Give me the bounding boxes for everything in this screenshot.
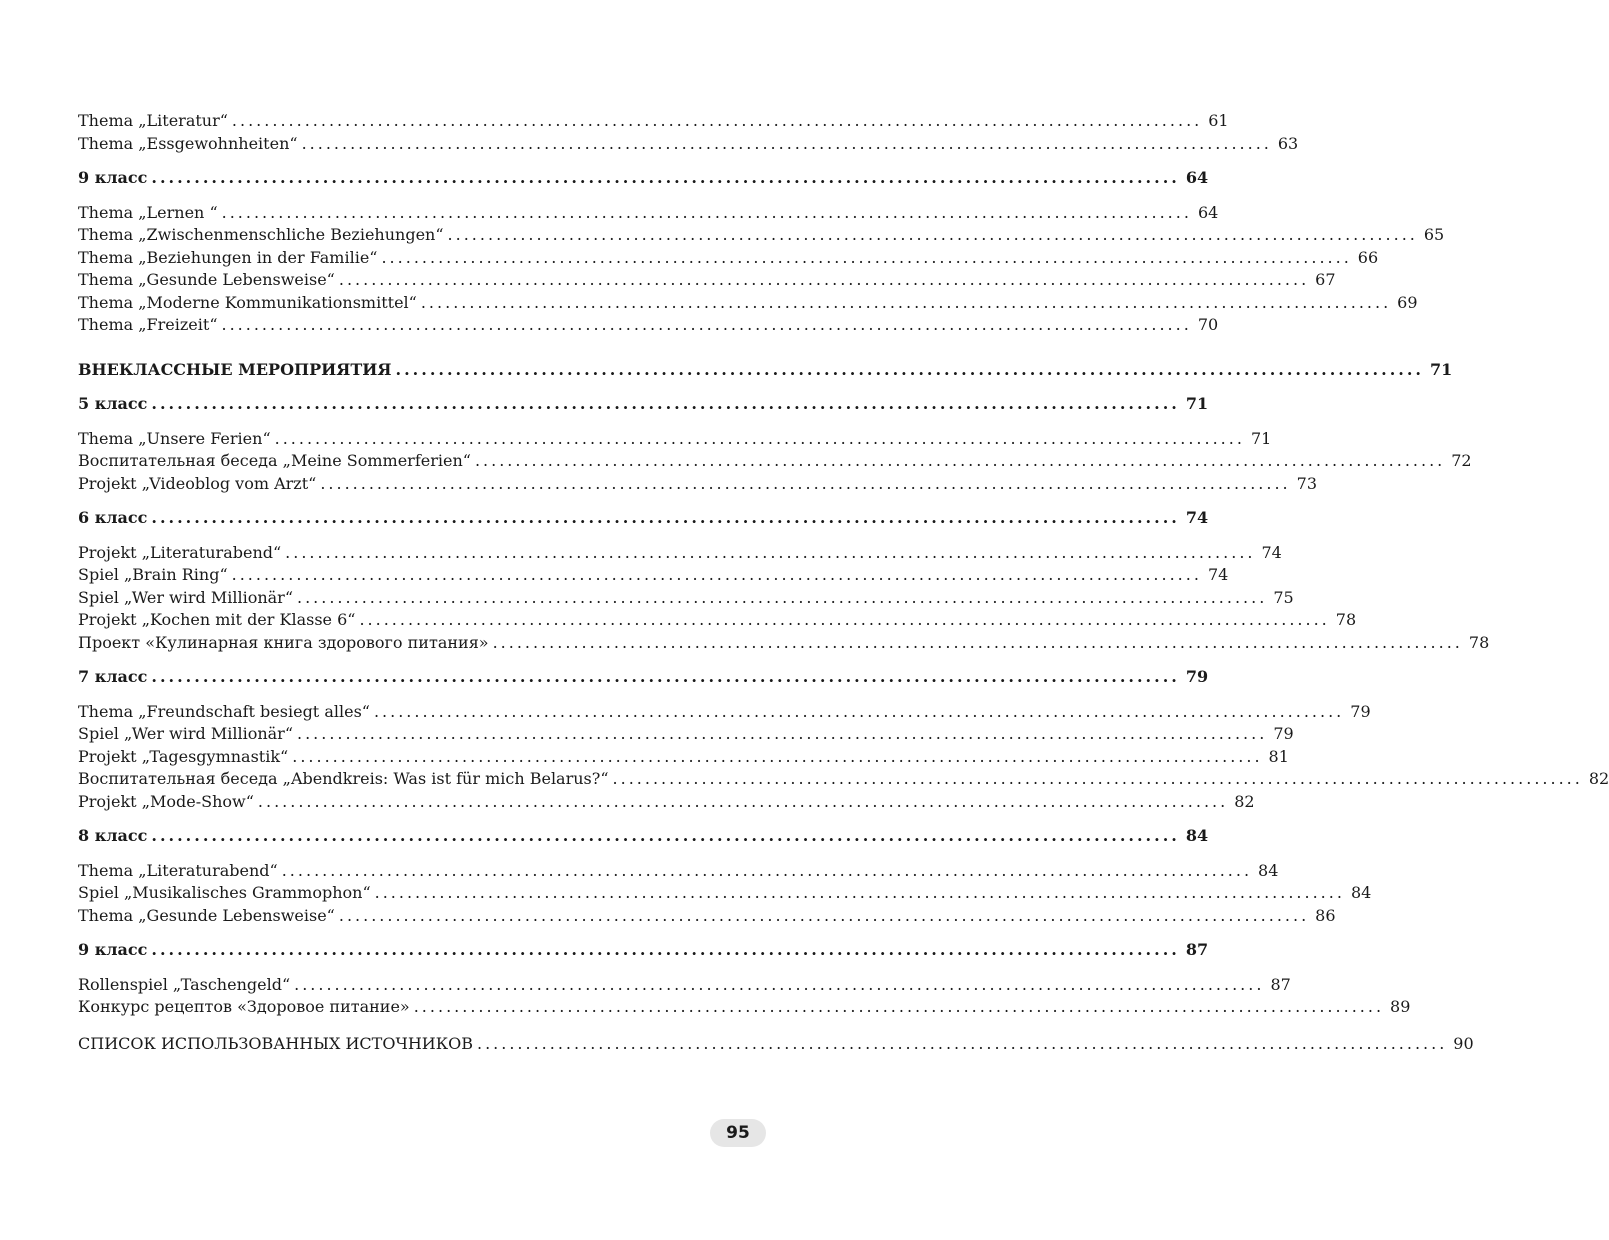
toc-entry — [78, 1033, 1474, 1056]
toc-page-number: 79 — [1273, 724, 1294, 743]
toc-page-number: 69 — [1397, 292, 1418, 312]
toc-entry-title: Thema „Literaturabend“ — [78, 860, 278, 880]
dot-leader: ........................................................................................................................ — [301, 133, 1272, 153]
table-of-contents — [78, 110, 1609, 1055]
toc-entry — [78, 996, 1411, 1019]
toc-page-number: 87 — [1270, 974, 1291, 994]
section-spacer — [78, 927, 746, 939]
toc-section-heading — [78, 666, 1209, 689]
section-spacer — [78, 416, 746, 428]
dot-leader: ........................................................................................................................ — [151, 667, 1180, 686]
section-spacer — [78, 381, 746, 393]
toc-page-number: 67 — [1315, 270, 1336, 289]
toc-entry-title: Thema „Unsere Ferien“ — [78, 428, 271, 448]
toc-page-number: 73 — [1296, 473, 1317, 493]
toc-page-number: 82 — [1234, 791, 1255, 811]
toc-page-number: 74 — [1185, 508, 1209, 527]
toc-page-number: 79 — [1350, 701, 1371, 721]
toc-entry-title: 7 класс — [78, 667, 148, 686]
toc-page-number: 79 — [1185, 667, 1209, 686]
toc-entry — [78, 314, 1219, 337]
toc-entry — [78, 974, 1291, 997]
toc-entry — [78, 746, 1289, 769]
toc-entry-title: Thema „Gesunde Lebensweise“ — [78, 270, 335, 289]
dot-leader: ........................................................................................................................ — [297, 587, 1268, 607]
section-spacer — [78, 654, 746, 666]
toc-page-number: 89 — [1390, 997, 1411, 1016]
toc-entry-title: Spiel „Musikalisches Grammophon“ — [78, 883, 371, 902]
section-spacer — [78, 190, 746, 202]
toc-entry — [78, 133, 1299, 156]
toc-entry — [78, 450, 1472, 473]
toc-entry-title: Thema „Gesunde Lebensweise“ — [78, 905, 335, 925]
dot-leader: ........................................................................................................................ — [297, 724, 1268, 743]
toc-entry-title: Projekt „Videoblog vom Arzt“ — [78, 473, 317, 493]
toc-page-number: 71 — [1250, 428, 1272, 448]
toc-page-number: 66 — [1357, 247, 1379, 267]
dot-leader: ........................................................................................................................ — [285, 542, 1256, 562]
toc-entry-title: Thema „Literatur“ — [78, 111, 228, 130]
dot-leader: ........................................................................................................................ — [231, 565, 1202, 584]
dot-leader: ........................................................................................................................ — [151, 508, 1180, 527]
toc-section-heading — [78, 939, 1209, 962]
toc-entry-title: Rollenspiel „Taschengeld“ — [78, 974, 291, 994]
dot-leader: ........................................................................................................................ — [420, 292, 1392, 312]
toc-section-heading — [78, 393, 1209, 416]
toc-page-number: 74 — [1261, 542, 1282, 562]
toc-section-heading — [78, 167, 1209, 190]
toc-page-number: 81 — [1268, 746, 1289, 766]
toc-entry — [78, 701, 1371, 724]
toc-entry — [78, 882, 1372, 905]
toc-entry — [78, 542, 1282, 565]
dot-leader: ........................................................................................................................ — [151, 940, 1180, 959]
toc-entry-title: Thema „Lernen “ — [78, 202, 218, 222]
dot-leader: ........................................................................................................................ — [374, 883, 1345, 902]
toc-entry — [78, 791, 1255, 814]
dot-leader: ........................................................................................................................ — [381, 247, 1352, 267]
toc-entry — [78, 723, 1294, 746]
section-spacer — [78, 813, 746, 825]
toc-entry — [78, 860, 1279, 883]
dot-leader: ........................................................................................................................ — [274, 428, 1245, 448]
section-spacer — [78, 337, 746, 359]
toc-entry-title: Spiel „Wer wird Millionär“ — [78, 587, 293, 607]
toc-entry-title: Spiel „Wer wird Millionär“ — [78, 724, 293, 743]
toc-entry-title: Thema „Moderne Kommunikationsmittel“ — [78, 292, 417, 312]
dot-leader: ........................................................................................................................ — [294, 974, 1265, 994]
toc-entry-title: Thema „Beziehungen in der Familie“ — [78, 247, 378, 267]
toc-entry — [78, 428, 1272, 451]
dot-leader: ........................................................................................................................ — [373, 701, 1345, 721]
toc-entry — [78, 609, 1357, 632]
toc-entry-title: Проект «Кулинарная книга здорового питания» — [78, 632, 489, 652]
toc-page-number: 86 — [1315, 905, 1336, 925]
toc-entry-title: Воспитательная беседа „Abendkreis: Was ist für mich Belarus?“ — [78, 769, 609, 788]
toc-page-number: 65 — [1423, 225, 1445, 244]
toc-entry-title: 6 класс — [78, 508, 148, 527]
toc-page-number: 71 — [1429, 359, 1453, 379]
dot-leader: ........................................................................................................................ — [359, 610, 1330, 629]
toc-entry-title: СПИСОК ИСПОЛЬЗОВАННЫХ ИСТОЧНИКОВ — [78, 1033, 473, 1053]
toc-entry-title: 9 класс — [78, 168, 148, 187]
page-number-badge: 95 — [710, 1119, 766, 1147]
toc-entry-title: 9 класс — [78, 940, 148, 959]
toc-entry — [78, 905, 1336, 928]
toc-entry-title: Thema „Freizeit“ — [78, 315, 218, 334]
toc-page-number: 64 — [1197, 202, 1219, 222]
toc-entry-title: ВНЕКЛАССНЫЕ МЕРОПРИЯТИЯ — [78, 359, 392, 379]
toc-page-number: 84 — [1258, 860, 1279, 880]
toc-entry-title: Spiel „Brain Ring“ — [78, 565, 228, 584]
dot-leader: ........................................................................................................................ — [320, 473, 1291, 493]
dot-leader: ........................................................................................................................ — [257, 791, 1229, 811]
section-spacer — [78, 530, 746, 542]
toc-section-heading — [78, 825, 1209, 848]
section-spacer — [78, 848, 746, 860]
toc-entry — [78, 292, 1418, 315]
toc-page-number: 84 — [1350, 883, 1372, 902]
toc-page-number: 78 — [1335, 610, 1357, 629]
toc-entry-title: Thema „Essgewohnheiten“ — [78, 133, 298, 153]
toc-entry — [78, 564, 1229, 587]
section-spacer — [78, 1019, 746, 1033]
toc-section-heading — [78, 507, 1209, 530]
toc-entry — [78, 768, 1609, 791]
dot-leader: ........................................................................................................................ — [221, 315, 1192, 334]
toc-page-number: 74 — [1207, 565, 1229, 584]
toc-page-number: 64 — [1185, 168, 1209, 187]
dot-leader: ........................................................................................................................ — [395, 359, 1424, 379]
toc-entry-title: Projekt „Tagesgymnastik“ — [78, 746, 289, 766]
toc-entry-title: 5 класс — [78, 394, 148, 413]
dot-leader: ........................................................................................................................ — [474, 451, 1446, 470]
dot-leader: ........................................................................................................................ — [151, 826, 1180, 845]
dot-leader: ........................................................................................................................ — [612, 769, 1583, 788]
toc-page-number: 71 — [1185, 394, 1209, 413]
toc-entry — [78, 224, 1445, 247]
section-spacer — [78, 689, 746, 701]
toc-entry-title: Thema „Freundschaft besiegt alles“ — [78, 701, 370, 721]
section-spacer — [78, 962, 746, 974]
section-spacer — [78, 155, 746, 167]
toc-entry — [78, 110, 1229, 133]
dot-leader: ........................................................................................................................ — [492, 632, 1463, 652]
toc-page-number: 72 — [1451, 451, 1472, 470]
toc-page-number: 82 — [1588, 769, 1609, 788]
toc-page-number: 61 — [1208, 111, 1229, 130]
toc-page-number: 78 — [1468, 632, 1490, 652]
toc-entry — [78, 269, 1336, 292]
toc-entry-title: Конкурс рецептов «Здоровое питание» — [78, 997, 410, 1016]
toc-entry — [78, 632, 1490, 655]
toc-section-heading — [78, 359, 1453, 382]
dot-leader: ........................................................................................................................ — [476, 1033, 1448, 1053]
dot-leader: ........................................................................................................................ — [338, 905, 1310, 925]
toc-entry-title: Thema „Zwischenmenschliche Beziehungen“ — [78, 225, 444, 244]
dot-leader: ........................................................................................................................ — [447, 225, 1418, 244]
toc-entry-title: Projekt „Kochen mit der Klasse 6“ — [78, 610, 356, 629]
dot-leader: ........................................................................................................................ — [151, 168, 1180, 187]
toc-entry — [78, 587, 1294, 610]
section-spacer — [78, 495, 746, 507]
toc-entry-title: Projekt „Mode-Show“ — [78, 791, 254, 811]
dot-leader: ........................................................................................................................ — [338, 270, 1310, 289]
dot-leader: ........................................................................................................................ — [231, 111, 1203, 130]
toc-entry-title: Воспитательная беседа „Meine Sommerferien“ — [78, 451, 471, 470]
toc-page-number: 90 — [1453, 1033, 1474, 1053]
toc-entry — [78, 247, 1379, 270]
dot-leader: ........................................................................................................................ — [292, 746, 1263, 766]
dot-leader: ........................................................................................................................ — [413, 997, 1385, 1016]
toc-page-number: 87 — [1185, 940, 1209, 959]
toc-entry-title: 8 класс — [78, 826, 148, 845]
dot-leader: ........................................................................................................................ — [281, 860, 1253, 880]
dot-leader: ........................................................................................................................ — [221, 202, 1192, 222]
dot-leader: ........................................................................................................................ — [151, 394, 1180, 413]
toc-page-number: 84 — [1185, 826, 1209, 845]
toc-page-number: 75 — [1273, 587, 1294, 607]
toc-entry — [78, 202, 1219, 225]
toc-entry-title: Projekt „Literaturabend“ — [78, 542, 282, 562]
toc-page-number: 63 — [1277, 133, 1299, 153]
toc-page-number: 70 — [1197, 315, 1219, 334]
toc-entry — [78, 473, 1317, 496]
